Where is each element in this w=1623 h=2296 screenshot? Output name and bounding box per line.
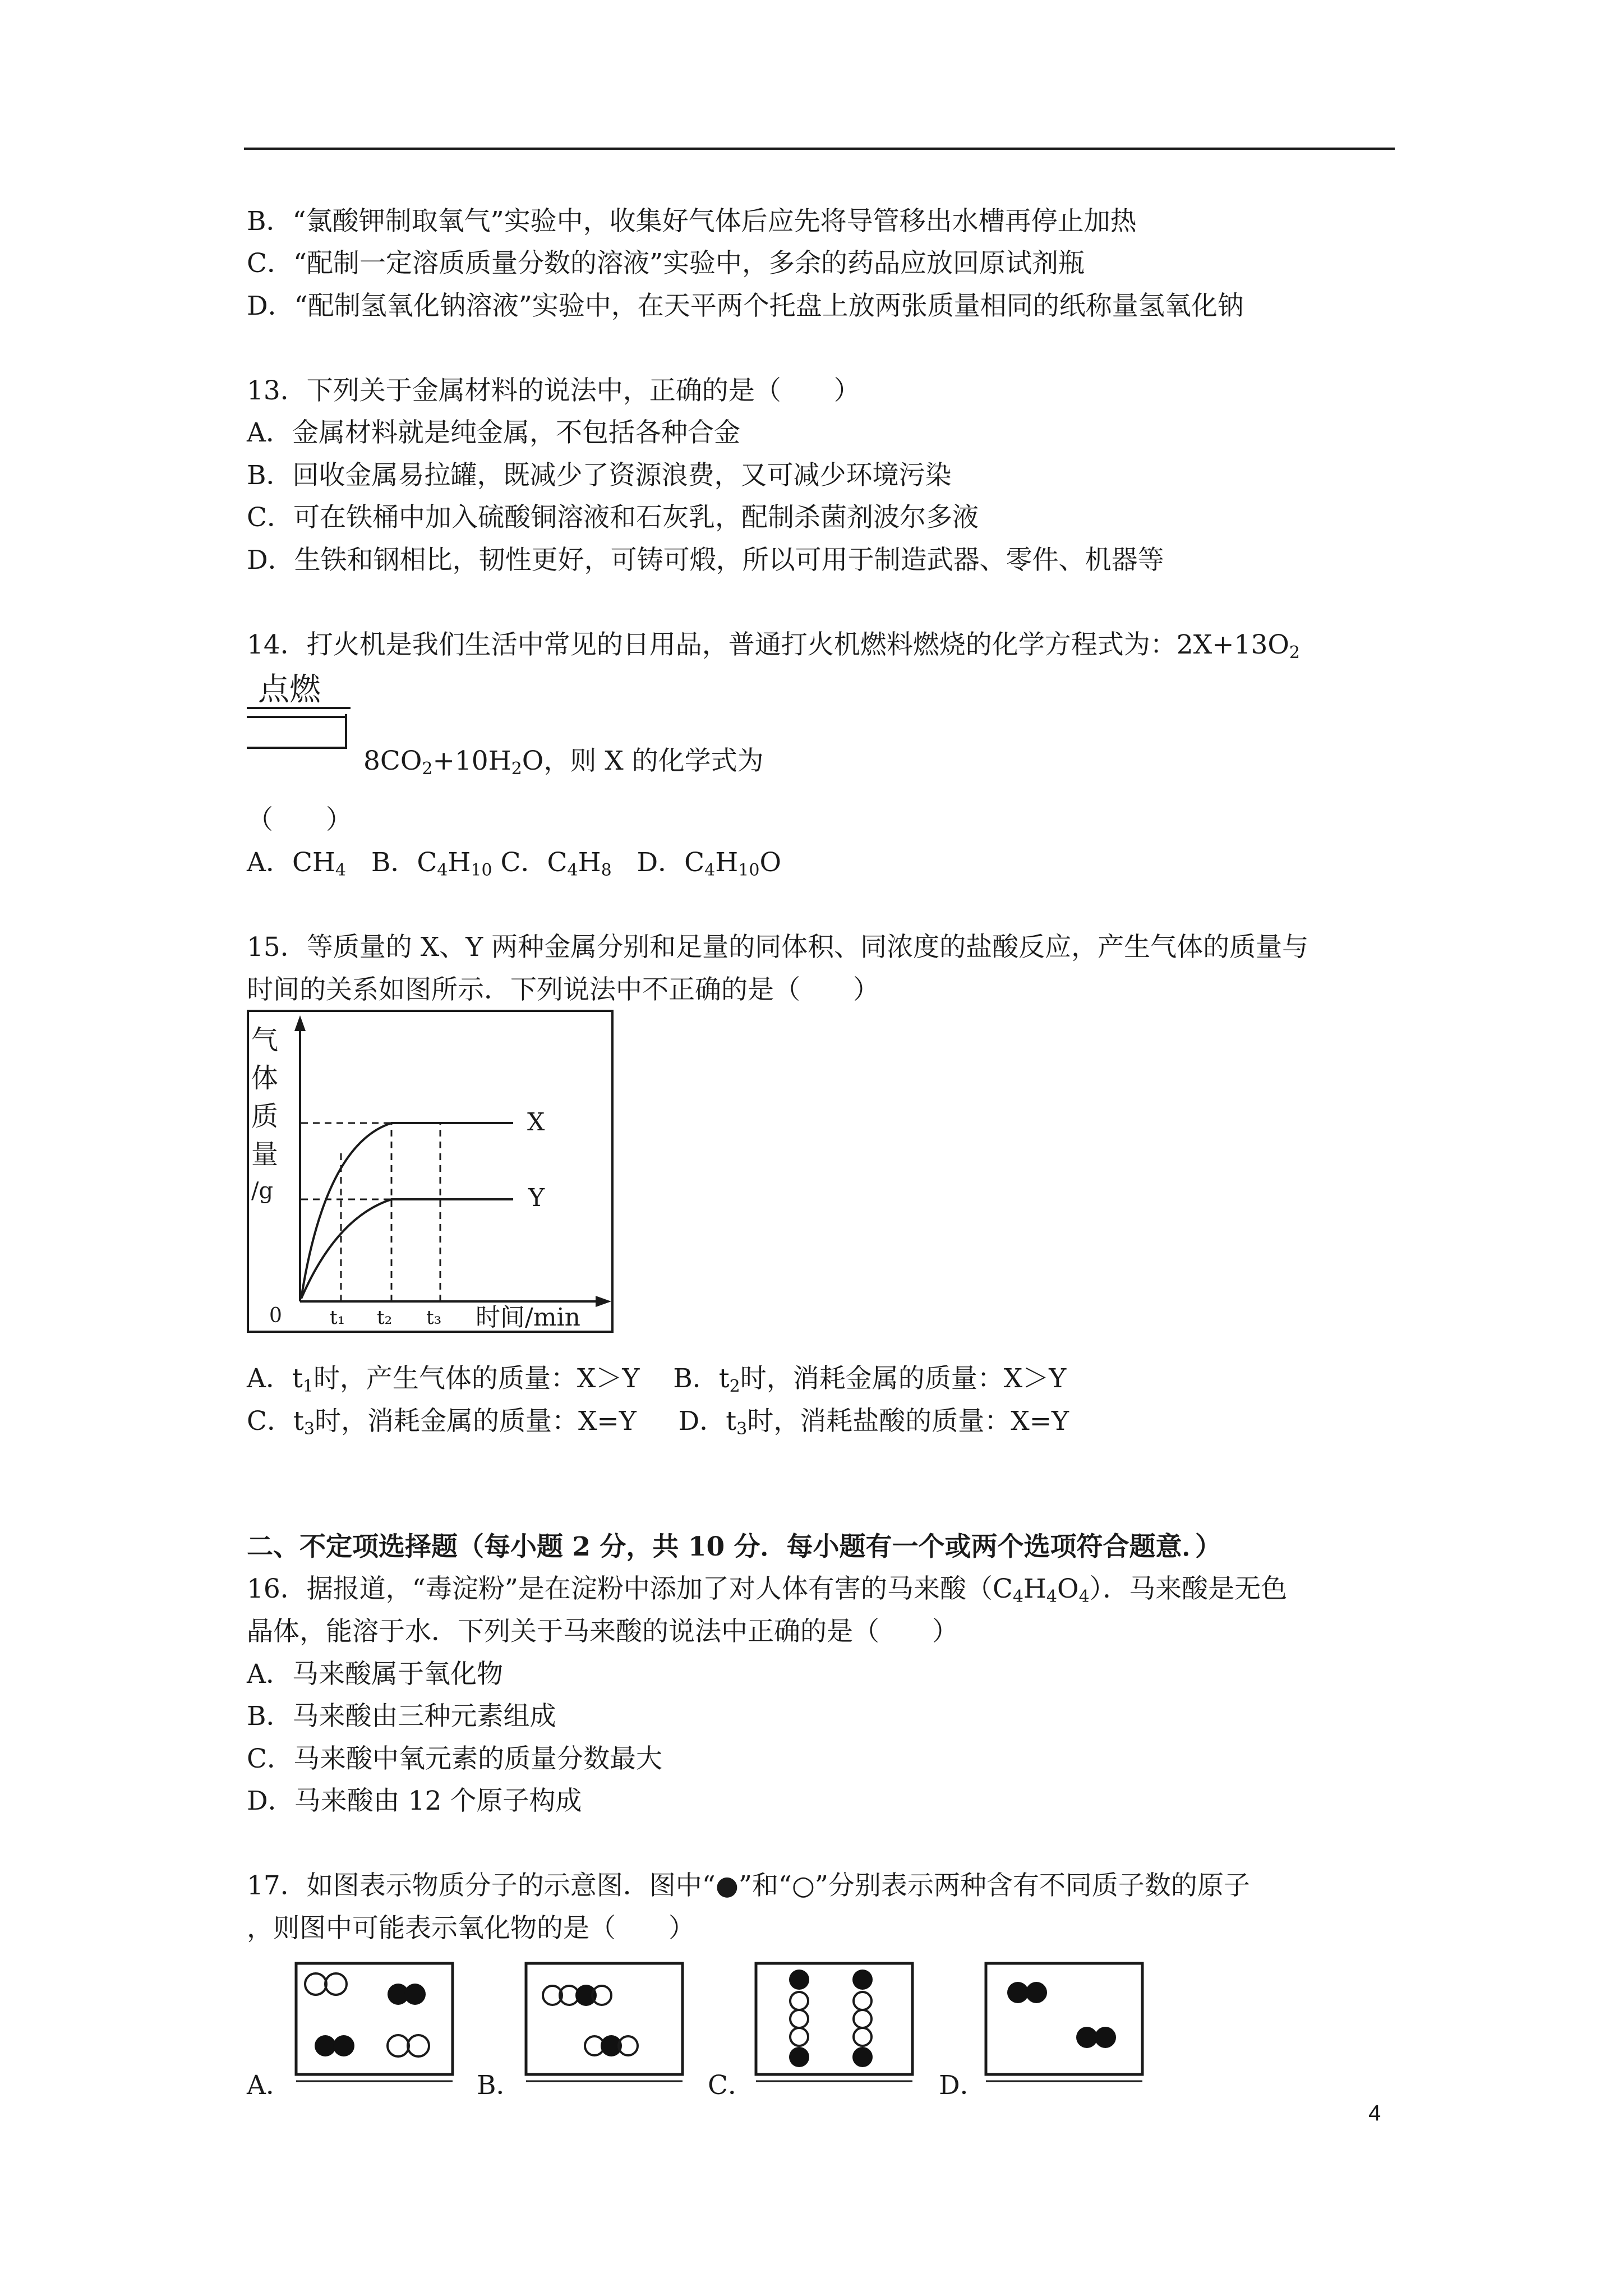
molecule-diagram-a [294, 1962, 454, 2088]
q16-option-d: D．马来酸由 12 个原子构成 [247, 1786, 582, 1816]
ignition-label: 点燃 [258, 671, 321, 707]
curve-y-label: Y [528, 1184, 545, 1212]
q17-label-b: B． [477, 2070, 523, 2101]
molecule-diagram-b [524, 1962, 684, 2088]
q17-label-d: D． [939, 2070, 986, 2101]
q14-options: A．$CH_4$ B．$C_4H_{10}$ C．$C_4H_8$ D．$C_4H_{10}O$ [247, 847, 781, 880]
q15-options-cd: C．$t_3$时，消耗金属的质量：X=Y D．$t_3$时，消耗盐酸的质量：X=Y [247, 1406, 1069, 1439]
q15-stem-line1: 15．等质量的 X、Y 两种金属分别和足量的同体积、同浓度的盐酸反应，产生气体的质量与 [247, 932, 1309, 963]
tick-t3: t₃ [426, 1306, 442, 1329]
x-axis-label: 时间/min [476, 1303, 580, 1332]
molecule-diagram-c [754, 1962, 914, 2088]
q16-stem-line2: 晶体，能溶于水．下列关于马来酸的说法中正确的是（ ） [247, 1616, 958, 1647]
curve-y [301, 1199, 513, 1299]
section-2-title: 二、不定项选择题（每小题 2 分，共 10 分．每小题有一个或两个选项符合题意．） [247, 1531, 1222, 1562]
header-rule [244, 148, 1395, 150]
q14-products: $8CO_2+10H_2O$，则 X 的化学式为 [363, 746, 764, 779]
q13-option-b: B．回收金属易拉罐，既减少了资源浪费，又可减少环境污染 [247, 460, 952, 491]
q12-option-c: C．“配制一定溶质质量分数的溶液”实验中，多余的药品应放回原试剂瓶 [247, 248, 1085, 279]
q12-option-d: D．“配制氢氧化钠溶液”实验中，在天平两个托盘上放两张质量相同的纸称量氢氧化钠 [247, 291, 1244, 321]
gas-mass-time-graph [247, 1010, 617, 1335]
q15-options-ab: A．$t_1$时，产生气体的质量：X＞Y B．$t_2$时，消耗金属的质量：X＞Y [247, 1363, 1067, 1396]
q14-answer-paren: （ ） [247, 804, 352, 835]
tick-t1: t₁ [330, 1306, 345, 1329]
page-number: 4 [1368, 2101, 1381, 2125]
y-label-char-2: 体 [251, 1062, 279, 1094]
y-label-unit: /g [251, 1178, 274, 1204]
y-axis-arrow [294, 1015, 306, 1031]
q16-option-c: C．马来酸中氧元素的质量分数最大 [247, 1743, 662, 1774]
q17-stem-line1: 17．如图表示物质分子的示意图．图中“●”和“○”分别表示两种含有不同质子数的原子 [247, 1870, 1250, 1901]
tick-t2: t₂ [377, 1306, 393, 1329]
q13-option-a: A．金属材料就是纯金属，不包括各种合金 [247, 417, 740, 448]
curve-x-label: X [527, 1108, 545, 1137]
q15-stem-line2: 时间的关系如图所示．下列说法中不正确的是（ ） [247, 974, 879, 1005]
q14-stem: 14．打火机是我们生活中常见的日用品，普通打火机燃料燃烧的化学方程式为：$2X+13O_2$ [247, 629, 1300, 662]
q16-option-a: A．马来酸属于氧化物 [247, 1659, 503, 1690]
origin-label: 0 [269, 1304, 282, 1327]
q12-option-b: B．“氯酸钾制取氧气”实验中，收集好气体后应先将导管移出水槽再停止加热 [247, 206, 1137, 237]
q17-label-a: A． [247, 2070, 292, 2101]
q17-stem-line2: ，则图中可能表示氧化物的是（ ） [247, 1913, 695, 1944]
q13-option-c: C．可在铁桶中加入硫酸铜溶液和石灰乳，配制杀菌剂波尔多液 [247, 502, 979, 533]
q16-stem-line1: 16．据报道，“毒淀粉”是在淀粉中添加了对人体有害的马来酸$(C_4H_4O_4)$．马来酸是无色 [247, 1573, 1288, 1607]
x-axis-arrow [596, 1296, 611, 1307]
q13-option-d: D．生铁和钢相比，韧性更好，可铸可煅，所以可用于制造武器、零件、机器等 [247, 545, 1164, 576]
molecule-diagram-d [984, 1962, 1144, 2088]
y-label-char-4: 量 [251, 1139, 279, 1170]
y-label-char-3: 质 [251, 1101, 279, 1132]
q13-stem: 13．下列关于金属材料的说法中，正确的是（ ） [247, 375, 860, 406]
y-label-char-1: 气 [251, 1024, 279, 1056]
curve-x [301, 1123, 513, 1299]
ignition-condition-sign [247, 665, 351, 754]
q16-option-b: B．马来酸由三种元素组成 [247, 1701, 556, 1732]
q17-label-c: C． [708, 2070, 754, 2101]
